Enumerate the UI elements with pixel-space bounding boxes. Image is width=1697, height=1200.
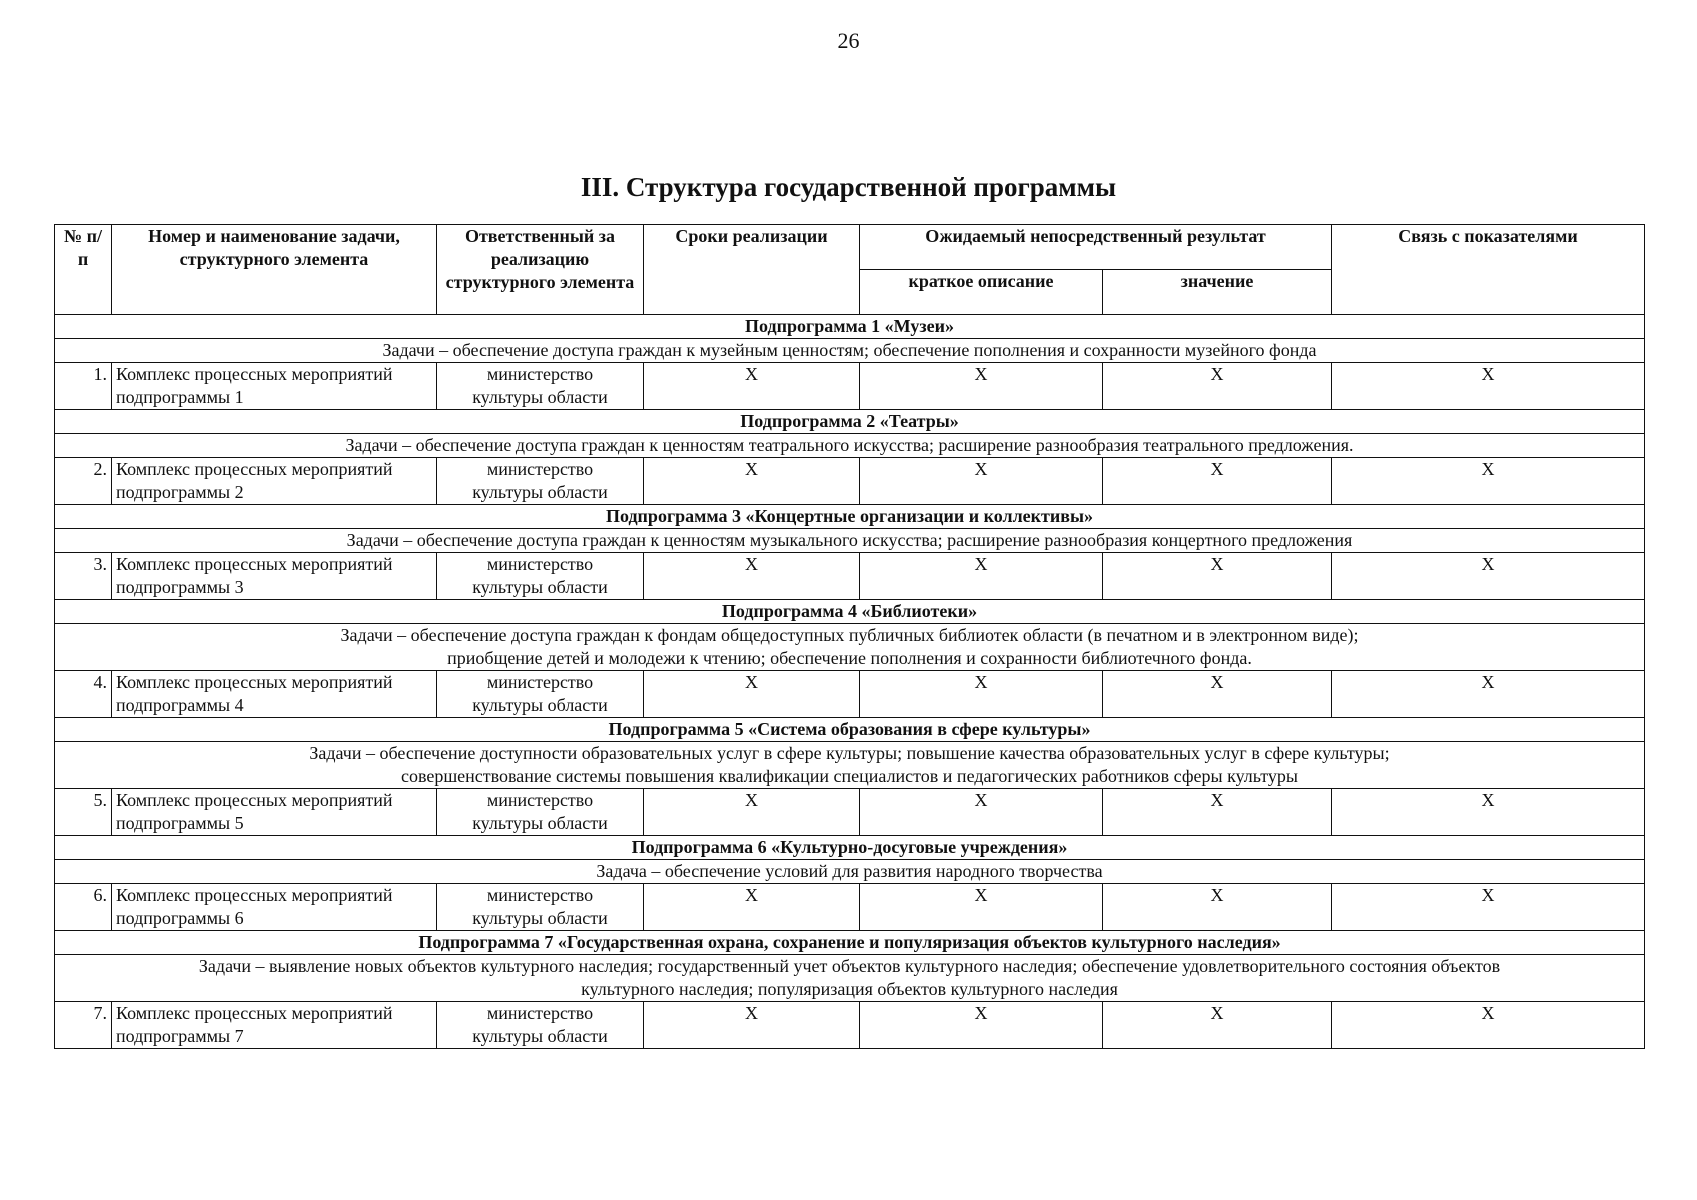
row-number: 5. [55,789,112,836]
row-number: 6. [55,884,112,931]
tasks-cell [55,955,1645,1002]
responsible [437,884,644,931]
element-name-line: Комплекс процессных мероприятий [116,554,393,574]
tasks-cell [55,339,1645,363]
header-responsible: Ответственный за реализацию структурного элемента [437,225,644,315]
table-row [55,671,1645,718]
row-number: 4. [55,671,112,718]
tasks-line: Задачи – обеспечение доступа граждан к ценностям музыкального искусства; расширение разнообразия концертного предложения [346,530,1353,550]
tasks-line: культурного наследия; популяризация объектов культурного наследия [581,979,1118,999]
responsible-line: культуры области [472,908,608,928]
subprogram-title: Подпрограмма 2 «Театры» [55,410,1645,434]
subprogram-title: Подпрограмма 6 «Культурно-досуговые учреждения» [55,836,1645,860]
row-number: 1. [55,363,112,410]
short-description-cell: Х [860,553,1103,600]
element-name-line: Комплекс процессных мероприятий [116,364,393,384]
responsible-line: министерство [486,459,594,479]
subprogram-row [55,505,1645,529]
table-row [55,884,1645,931]
subprogram-row [55,931,1645,955]
element-name [112,884,437,931]
tasks-row [55,434,1645,458]
element-name [112,458,437,505]
tasks-line: Задача – обеспечение условий для развития народного творчества [596,861,1103,881]
responsible [437,671,644,718]
tasks-cell [55,742,1645,789]
tasks-cell [55,624,1645,671]
program-structure-table [54,224,1645,1049]
header-expected-result: Ожидаемый непосредственный результат [860,225,1332,270]
terms-cell: Х [644,458,860,505]
tasks-row [55,955,1645,1002]
responsible [437,553,644,600]
value-cell: Х [1103,553,1332,600]
table-row [55,363,1645,410]
row-number: 3. [55,553,112,600]
header-terms: Сроки реализации [644,225,860,315]
header-indicator-link: Связь с показателями [1332,225,1645,315]
subprogram-title: Подпрограмма 3 «Концертные организации и коллективы» [55,505,1645,529]
responsible-line: министерство [486,790,594,810]
value-cell: Х [1103,671,1332,718]
responsible-line: культуры области [472,482,608,502]
header-value: значение [1103,270,1332,315]
indicator-link-cell: Х [1332,1002,1645,1049]
indicator-link-cell: Х [1332,884,1645,931]
row-number: 2. [55,458,112,505]
tasks-line: совершенствование системы повышения квалификации специалистов и педагогических работников сферы культуры [400,766,1299,786]
subprogram-row [55,600,1645,624]
responsible-line: культуры области [472,387,608,407]
header-num: № п/п [55,225,112,315]
subprogram-title: Подпрограмма 4 «Библиотеки» [55,600,1645,624]
element-name-line: подпрограммы 4 [116,695,244,715]
element-name-line: Комплекс процессных мероприятий [116,790,393,810]
element-name [112,553,437,600]
element-name-line: Комплекс процессных мероприятий [116,459,393,479]
document-title: III. Структура государственной программы [580,172,1117,202]
tasks-line: Задачи – обеспечение доступности образовательных услуг в сфере культуры; повышение качества образовательных услуг в сфере культуры; [309,743,1390,763]
indicator-link-cell: Х [1332,789,1645,836]
tasks-cell [55,434,1645,458]
indicator-link-cell: Х [1332,363,1645,410]
value-cell: Х [1103,789,1332,836]
subprogram-row [55,410,1645,434]
responsible-line: культуры области [472,577,608,597]
short-description-cell: Х [860,363,1103,410]
tasks-line: Задачи – выявление новых объектов культурного наследия; государственный учет объектов культурного наследия; обеспечение удовлетворительного состояния объектов [198,956,1501,976]
responsible-line: министерство [486,364,594,384]
responsible-line: культуры области [472,695,608,715]
element-name-line: Комплекс процессных мероприятий [116,885,393,905]
tasks-row [55,624,1645,671]
element-name [112,1002,437,1049]
element-name-line: Комплекс процессных мероприятий [116,1003,393,1023]
element-name [112,789,437,836]
element-name-line: подпрограммы 6 [116,908,244,928]
page-number: 26 [837,28,860,53]
table-row [55,789,1645,836]
indicator-link-cell: Х [1332,553,1645,600]
element-name-line: подпрограммы 7 [116,1026,244,1046]
short-description-cell: Х [860,458,1103,505]
responsible [437,363,644,410]
element-name [112,363,437,410]
terms-cell: Х [644,884,860,931]
tasks-cell [55,860,1645,884]
responsible [437,1002,644,1049]
tasks-line: приобщение детей и молодежи к чтению; обеспечение пополнения и сохранности библиотечного фонда. [447,648,1252,668]
responsible [437,458,644,505]
tasks-line: Задачи – обеспечение доступа граждан к фондам общедоступных публичных библиотек области (в печатном и в электронном виде); [340,625,1359,645]
element-name-line: подпрограммы 2 [116,482,244,502]
terms-cell: Х [644,671,860,718]
indicator-link-cell: Х [1332,671,1645,718]
short-description-cell: Х [860,671,1103,718]
row-number: 7. [55,1002,112,1049]
subprogram-title: Подпрограмма 1 «Музеи» [55,315,1645,339]
tasks-row [55,339,1645,363]
short-description-cell: Х [860,884,1103,931]
responsible-line: министерство [486,672,594,692]
subprogram-row [55,836,1645,860]
table-row [55,1002,1645,1049]
element-name-line: подпрограммы 5 [116,813,244,833]
table-row [55,458,1645,505]
subprogram-row [55,315,1645,339]
value-cell: Х [1103,1002,1332,1049]
value-cell: Х [1103,884,1332,931]
responsible-line: министерство [486,885,594,905]
responsible [437,789,644,836]
element-name-line: подпрограммы 1 [116,387,244,407]
value-cell: Х [1103,458,1332,505]
table-body [55,315,1645,1049]
element-name-line: Комплекс процессных мероприятий [116,672,393,692]
tasks-row [55,860,1645,884]
terms-cell: Х [644,553,860,600]
element-name-line: подпрограммы 3 [116,577,244,597]
responsible-line: культуры области [472,813,608,833]
subprogram-row [55,718,1645,742]
indicator-link-cell: Х [1332,458,1645,505]
subprogram-title: Подпрограмма 7 «Государственная охрана, сохранение и популяризация объектов культурного наследия» [55,931,1645,955]
responsible-line: министерство [486,1003,594,1023]
header-name: Номер и наименование задачи, структурного элемента [112,225,437,315]
tasks-row [55,742,1645,789]
tasks-line: Задачи – обеспечение доступа граждан к музейным ценностям; обеспечение пополнения и сохранности музейного фонда [382,340,1317,360]
terms-cell: Х [644,363,860,410]
value-cell: Х [1103,363,1332,410]
header-short-description: краткое описание [860,270,1103,315]
responsible-line: министерство [486,554,594,574]
element-name [112,671,437,718]
responsible-line: культуры области [472,1026,608,1046]
tasks-row [55,529,1645,553]
short-description-cell: Х [860,789,1103,836]
short-description-cell: Х [860,1002,1103,1049]
terms-cell: Х [644,1002,860,1049]
tasks-cell [55,529,1645,553]
terms-cell: Х [644,789,860,836]
table-row [55,553,1645,600]
subprogram-title: Подпрограмма 5 «Система образования в сфере культуры» [55,718,1645,742]
tasks-line: Задачи – обеспечение доступа граждан к ценностям театрального искусства; расширение разнообразия театрального предложения. [345,435,1354,455]
